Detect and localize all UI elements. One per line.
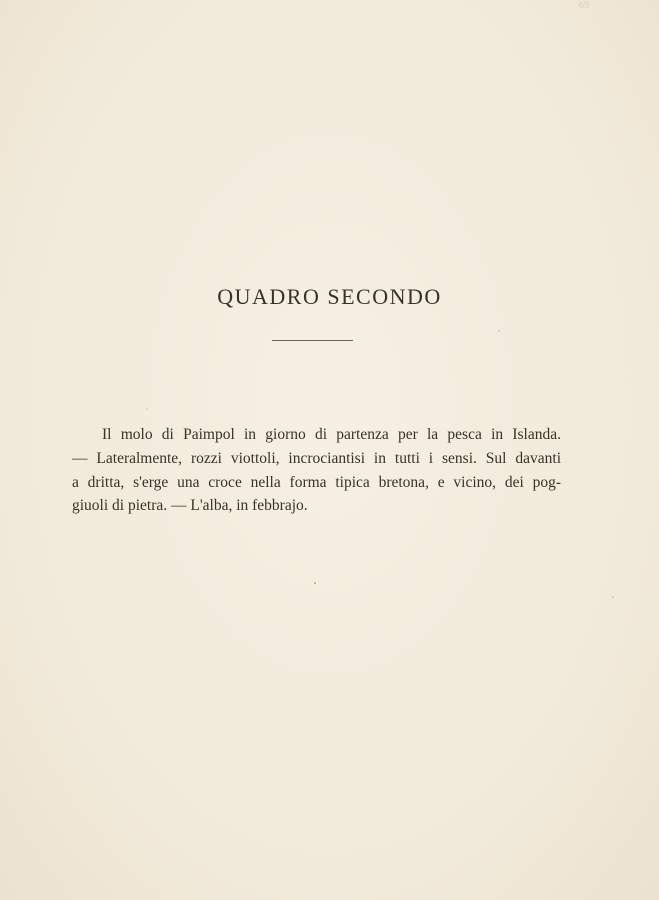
paper-speck (314, 582, 316, 584)
page-number: 69 (579, 0, 589, 11)
description-line: giuoli di pietra. — L'alba, in febbrajo. (72, 497, 308, 515)
paper-speck (612, 596, 614, 598)
chapter-title: QUADRO SECONDO (217, 284, 442, 309)
paper-speck (498, 330, 500, 332)
paper-speck (146, 408, 148, 410)
description-line: — Lateralmente, rozzi viottoli, incrociantisi in tutti i sensi. Sul davanti (72, 449, 561, 467)
title-divider (272, 340, 353, 341)
description-line: Il molo di Paimpol in giorno di partenza per la pesca in Islanda. (102, 426, 561, 443)
description-line: a dritta, s'erge una croce nella forma tipica bretona, e vicino, dei pog- (72, 473, 561, 491)
scene-description (72, 423, 561, 518)
